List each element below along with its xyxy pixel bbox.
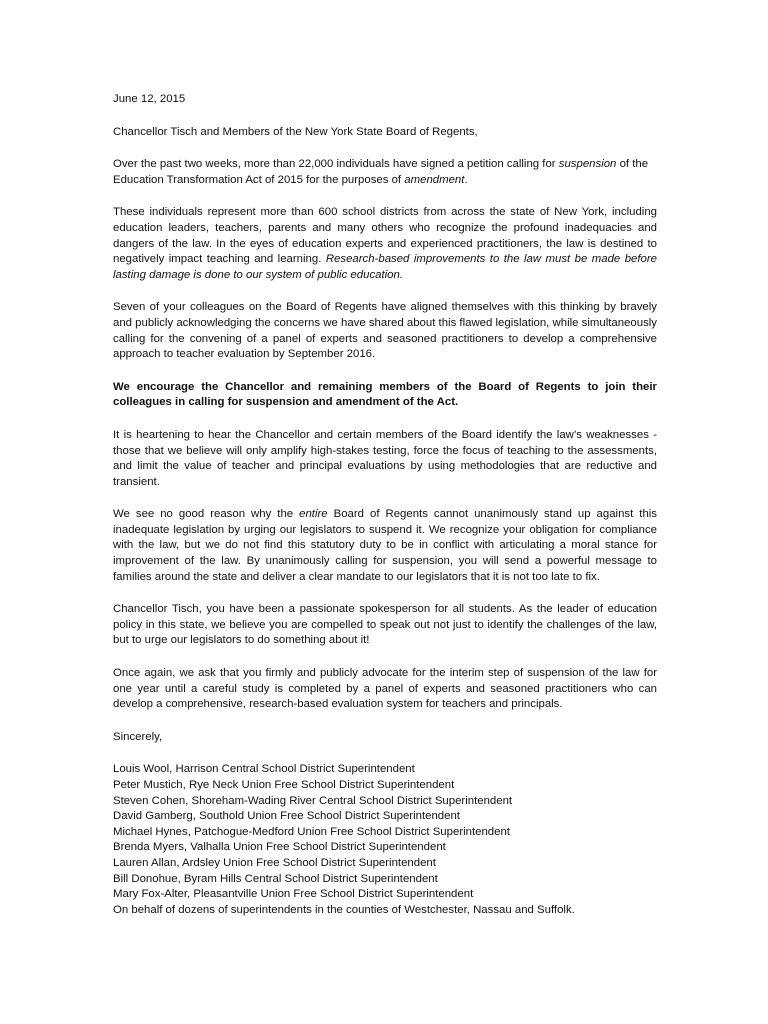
signatory-item: Steven Cohen, Shoreham-Wading River Central School District Superintendent [113,794,513,807]
paragraph-colleagues: Seven of your colleagues on the Board of Regents have aligned themselves with this thinking by bravely and publicly acknowledging the concerns we have shared about this flawed legislation, while simultaneously calling for the convening of a panel of experts and seasoned practitioners to develop a comprehensive approach to teacher evaluation by September 2016. [113,301,657,361]
paragraph-emphasis: Research-based improvements to the law must be made before lasting damage is done to our system of public education. [113,253,658,281]
paragraph-emphasis: suspension [558,158,617,171]
letter-date: June 12, 2015 [113,93,186,105]
signatory-list [113,762,657,918]
paragraph-weaknesses: It is heartening to hear the Chancellor and certain members of the Board identify the law’s weaknesses - those that we believe will only amplify high-stakes testing, force the focus of teaching to the assessments, and limit the value of teacher and principal evaluations by using methodologies that are reductive and transient. [113,428,657,488]
paragraph-text: . [464,173,468,186]
letter-closing: Sincerely, [113,730,163,743]
signatory-item: Mary Fox-Alter, Pleasantville Union Free School District Superintendent [113,888,474,901]
signatory-item: Brenda Myers, Valhalla Union Free School District Superintendent [113,841,446,854]
paragraph-unanimous [113,507,657,585]
signatory-item: Michael Hynes, Patchogue-Medford Union Free School District Superintendent [113,825,510,838]
paragraph-emphasis: amendment [404,173,465,186]
paragraph-encouragement: We encourage the Chancellor and remaining members of the Board of Regents to join their colleagues in calling for suspension and amendment of the Act. [113,380,657,409]
signatory-item: Peter Mustich, Rye Neck Union Free School District Superintendent [113,779,455,791]
signatory-footnote: On behalf of dozens of superintendents in the counties of Westchester, Nassau and Suffolk. [113,903,575,916]
signatory-item: Bill Donohue, Byram Hills Central School District Superintendent [113,872,438,885]
signatory-item: Lauren Allan, Ardsley Union Free School District Superintendent [113,856,436,869]
paragraph-districts [113,205,657,283]
signatory-item: David Gamberg, Southold Union Free School District Superintendent [113,810,460,823]
letter-body [113,92,657,918]
paragraph-request: Once again, we ask that you firmly and publicly advocate for the interim step of suspension of the law for one year until a careful study is completed by a panel of experts and seasoned practitioners who can develop a comprehensive, research-based evaluation system for teachers and principals. [113,667,657,711]
paragraph-emphasis: entire [299,508,328,521]
paragraph-text: These individuals represent more than 600 school districts from across the state of New York, including education leaders, teachers, parents and many others who recognize the profound inadequacies and dangers of the law. In the eyes of education experts and experienced practitioners, the law is destined to negatively impact teaching and learning. [113,206,657,266]
paragraph-text: Over the past two weeks, more than 22,000 individuals have signed a petition calling for [113,158,559,171]
paragraph-text: of the Education Transformation Act of 2015 for the purposes of [113,158,649,186]
paragraph-text: Board of Regents cannot unanimously stand up against this inadequate legislation by urging our legislators to suspend it. We recognize your obligation for compliance with the law, but we do not find this statutory duty to be in conflict with articulating a moral stance for improvement of the law. By unanimously calling for suspension, you will send a powerful message to families around the state and deliver a clear mandate to our legislators that it is not too late to fix. [113,508,658,583]
letter-salutation: Chancellor Tisch and Members of the New York State Board of Regents, [113,125,478,138]
paragraph-chancellor: Chancellor Tisch, you have been a passionate spokesperson for all students. As the leader of education policy in this state, we believe you are compelled to speak out not just to identify the challenges of the law, but to urge our legislators to do something about it! [113,603,657,647]
signatory-item: Louis Wool, Harrison Central School District Superintendent [113,763,415,776]
paragraph-text: We see no good reason why the [113,508,300,521]
paragraph-petition [113,157,657,188]
